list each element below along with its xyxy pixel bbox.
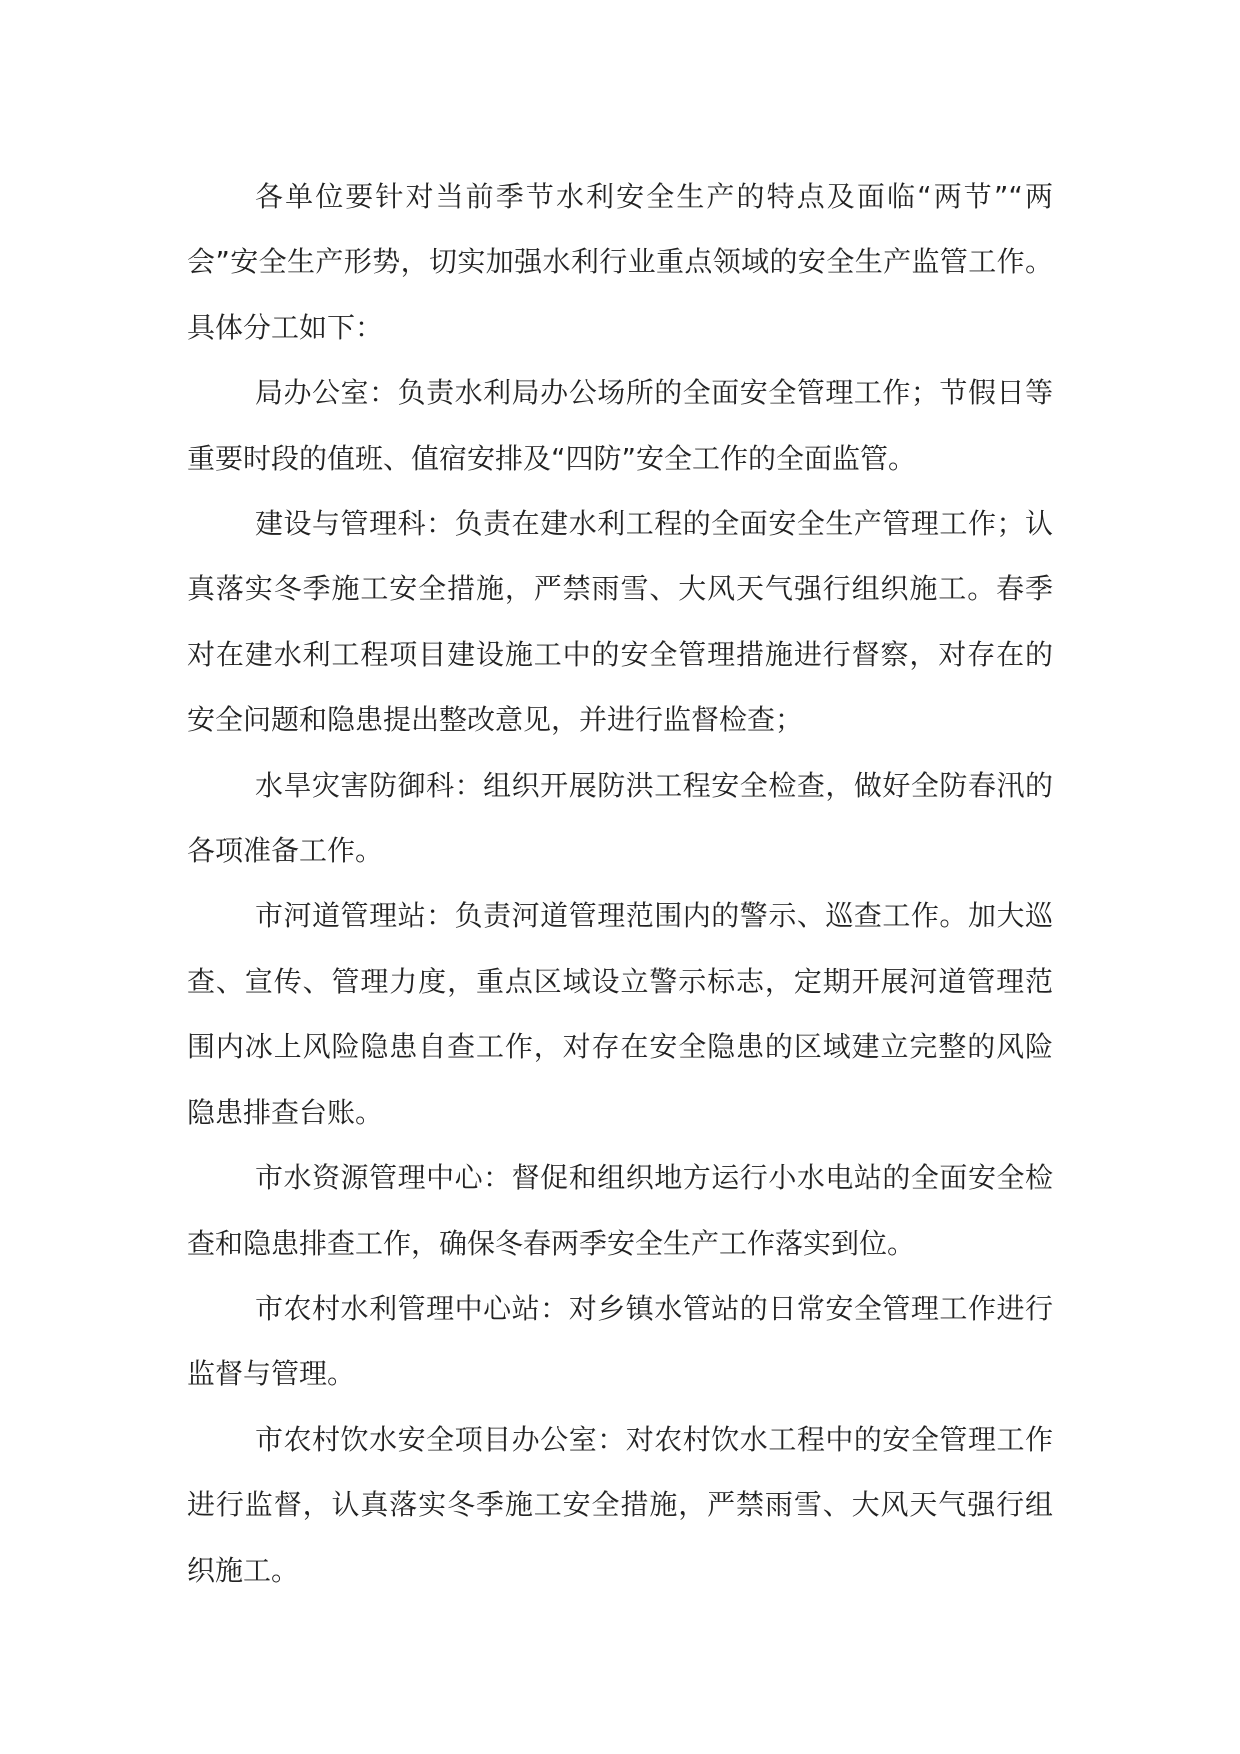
- paragraph-drinking-water: 市农村饮水安全项目办公室：对农村饮水工程中的安全管理工作进行监督，认真落实冬季施工安全措施，严禁雨雪、大风天气强行组织施工。: [187, 1422, 1053, 1587]
- document-page: [187, 164, 1053, 1603]
- paragraph-flood-defense: 水旱灾害防御科：组织开展防洪工程安全检查，做好全防春汛的各项准备工作。: [187, 768, 1053, 868]
- paragraph-river-station: 市河道管理站：负责河道管理范围内的警示、巡查工作。加大巡查、宣传、管理力度，重点区域设立警示标志，定期开展河道管理范围内冰上风险隐患自查工作，对存在安全隐患的区域建立完整的风险隐患排查台账。: [187, 899, 1053, 1129]
- paragraph-office: 局办公室：负责水利局办公场所的全面安全管理工作；节假日等重要时段的值班、值宿安排及“四防”安全工作的全面监管。: [187, 376, 1053, 475]
- paragraph-intro: 各单位要针对当前季节水利安全生产的特点及面临“两节”“两会”安全生产形势，切实加强水利行业重点领域的安全生产监管工作。具体分工如下：: [187, 180, 1053, 344]
- paragraph-water-resources: 市水资源管理中心：督促和组织地方运行小水电站的全面安全检查和隐患排查工作，确保冬春两季安全生产工作落实到位。: [187, 1161, 1053, 1260]
- paragraph-construction: 建设与管理科：负责在建水利工程的全面安全生产管理工作；认真落实冬季施工安全措施，严禁雨雪、大风天气强行组织施工。春季对在建水利工程项目建设施工中的安全管理措施进行督察，对存在的安全问题和隐患提出整改意见，并进行监督检查；: [187, 507, 1053, 737]
- paragraph-rural-water: 市农村水利管理中心站：对乡镇水管站的日常安全管理工作进行监督与管理。: [187, 1291, 1053, 1391]
